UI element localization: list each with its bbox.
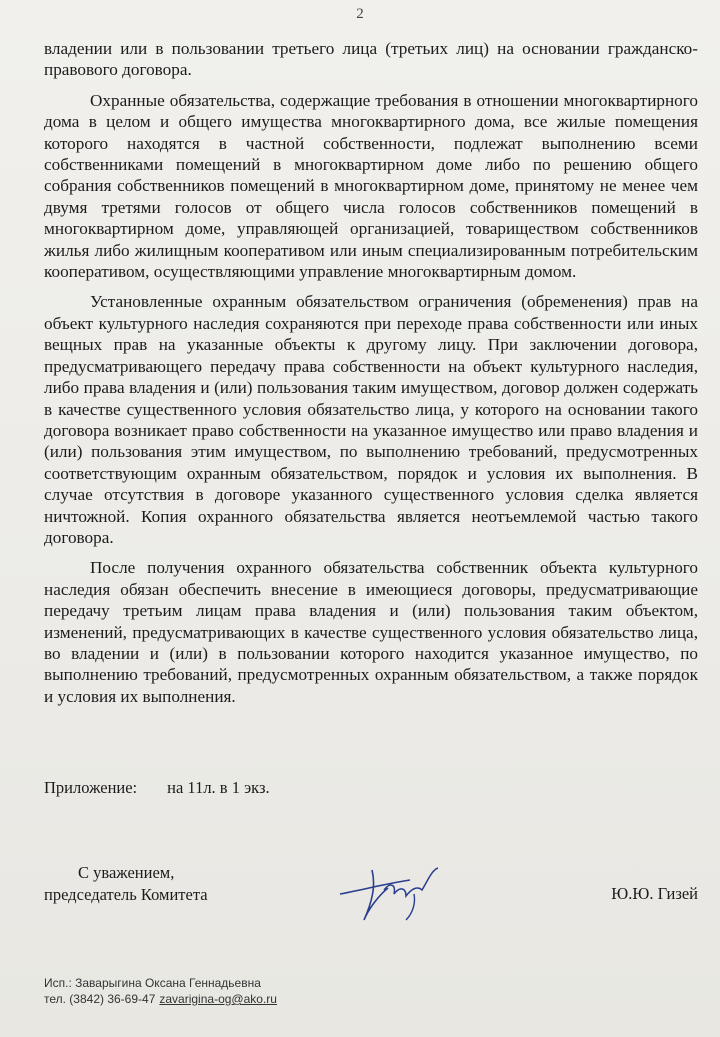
paragraph-1: владении или в пользовании третьего лица (третьих лиц) на основании гражданско-правового договора. xyxy=(44,39,698,80)
closing-salutation: С уважением, xyxy=(78,863,175,882)
attachment-line xyxy=(44,778,270,798)
signer-name: Ю.Ю. Гизей xyxy=(611,884,698,903)
executor-name: Исп.: Заварыгина Оксана Геннадьевна xyxy=(44,976,261,990)
body-text xyxy=(44,38,698,716)
closing-block xyxy=(44,862,208,906)
signer-position: председатель Комитета xyxy=(44,885,208,904)
executor-email[interactable]: zavarigina-og@ako.ru xyxy=(159,992,277,1006)
page-number: 2 xyxy=(356,6,364,22)
executor-info xyxy=(44,975,277,1007)
signature-icon xyxy=(332,850,452,930)
attachment-value: на 11л. в 1 экз. xyxy=(167,778,270,797)
paragraph-3: Установленные охранным обязательством ограничения (обременения) прав на объект культурного наследия сохраняются при переходе права собственности или иных вещных прав на указанные объекты к другому лицу. При заключении договора, предусматривающего передачу права собственности на объект культурного наследия, либо права владения и (или) пользования таким имуществом, договор должен содержать в качестве существенного условия обязательство лица, у которого на основании такого договора возникает право собственности на указанное имущество или право владения и (или) пользования этим имуществом, по выполнению требований, предусмотренных соответствующим охранным обязательством, порядок и условия их выполнения. В случае отсутствия в договоре указанного существенного условия сделка является ничтожной. Копия охранного обязательства является неотъемлемой частью такого договора. xyxy=(44,292,698,547)
executor-phone: тел. (3842) 36-69-47 xyxy=(44,992,156,1006)
paragraph-4: После получения охранного обязательства собственник объекта культурного наследия обязан обеспечить внесение в имеющиеся договоры, предусматривающие передачу третьим лицам права владения и (или) пользования таким объектом, изменений, предусматривающих в качестве существенного условия обязательство лица, во владении и (или) в пользовании которого находится указанное имущество, по выполнению требований, предусмотренных охранным обязательством, а также порядок и условия их выполнения. xyxy=(44,558,698,706)
attachment-label: Приложение: xyxy=(44,778,138,797)
executor-contacts xyxy=(44,991,277,1007)
handwritten-signature xyxy=(332,850,452,935)
paragraph-2: Охранные обязательства, содержащие требования в отношении многоквартирного дома в целом и общего имущества многоквартирного дома, все жилые помещения которого находятся в частной собственности, подлежат выполнению всеми собственниками помещений в многоквартирном доме либо по решению общего собрания собственников помещений в многоквартирном доме, принятому не менее чем двумя третями голосов от общего числа голосов собственников помещений в многоквартирном доме, управляющей организацией, товариществом собственников жилья либо жилищным кооперативом или иным специализированным потребительским кооперативом, осуществляющими управление многоквартирным домом. xyxy=(44,90,698,282)
